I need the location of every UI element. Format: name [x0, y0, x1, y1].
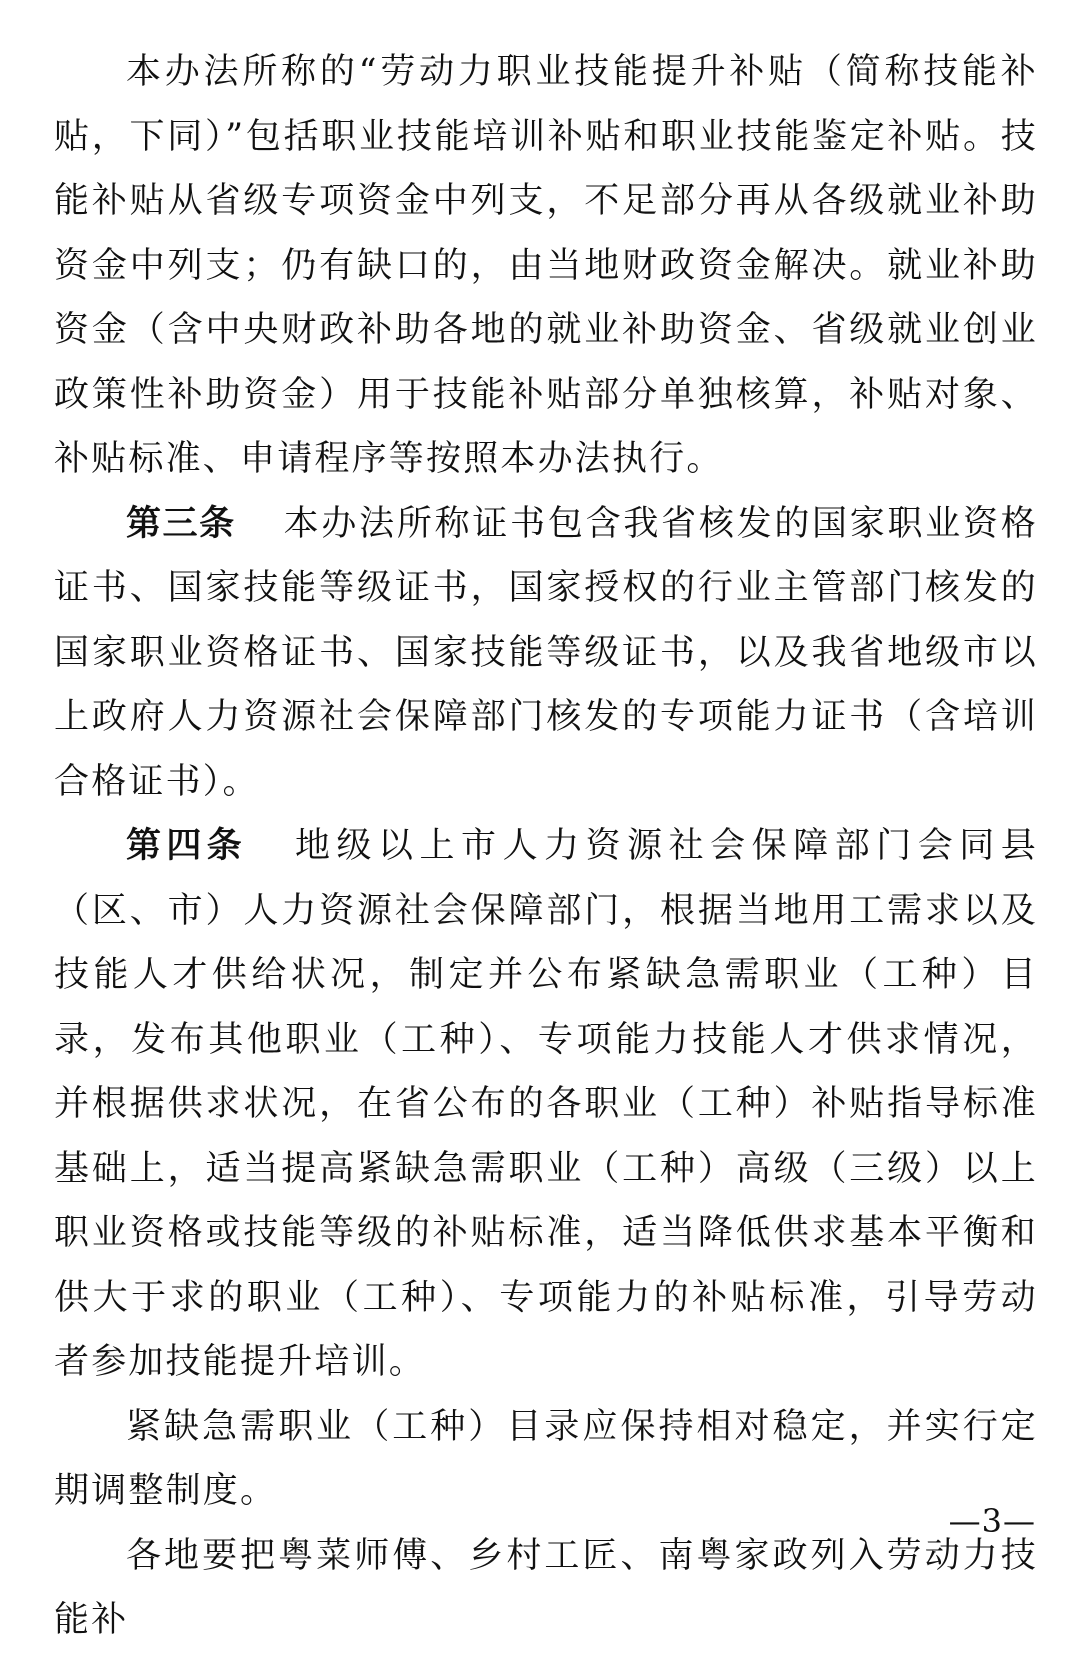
paragraph-subsidy-definition — [54, 40, 1038, 492]
paragraph-catalog-adjustment — [54, 1395, 1038, 1524]
document-page — [54, 40, 1038, 1653]
paragraph-text: 各地要把粤菜师傅、乡村工匠、南粤家政列入劳动力技能补 — [54, 1535, 1038, 1640]
paragraph-article-3 — [54, 492, 1038, 815]
paragraph-article-4 — [54, 814, 1038, 1395]
paragraph-text: 本办法所称的“劳动力职业技能提升补贴（简称技能补贴，下同）”包括职业技能培训补贴和职业技能鉴定补贴。技能补贴从省级专项资金中列支，不足部分再从各级就业补助资金中列支；仍有缺口的，由当地财政资金解决。就业补助资金（含中央财政补助各地的就业补助资金、省级就业创业政策性补助资金）用于技能补贴部分单独核算，补贴对象、补贴标准、申请程序等按照本办法执行。 — [54, 52, 1038, 479]
article-label: 第四条 — [126, 826, 247, 866]
page-number: —3— — [948, 1502, 1036, 1540]
paragraph-local-programs — [54, 1524, 1038, 1653]
paragraph-text: 地级以上市人力资源社会保障部门会同县（区、市）人力资源社会保障部门，根据当地用工需求以及技能人才供给状况，制定并公布紧缺急需职业（工种）目录，发布其他职业（工种）、专项能力技能人才供求情况，并根据供求状况，在省公布的各职业（工种）补贴指导标准基础上，适当提高紧缺急需职业（工种）高级（三级）以上职业资格或技能等级的补贴标准，适当降低供求基本平衡和供大于求的职业（工种）、专项能力的补贴标准，引导劳动者参加技能提升培训。 — [54, 826, 1038, 1382]
article-label: 第三条 — [126, 503, 236, 544]
paragraph-text: 本办法所称证书包含我省核发的国家职业资格证书、国家技能等级证书，国家授权的行业主管部门核发的国家职业资格证书、国家技能等级证书，以及我省地级市以上政府人力资源社会保障部门核发的专项能力证书（含培训合格证书）。 — [54, 503, 1038, 802]
paragraph-text: 紧缺急需职业（工种）目录应保持相对稳定，并实行定期调整制度。 — [54, 1406, 1038, 1511]
